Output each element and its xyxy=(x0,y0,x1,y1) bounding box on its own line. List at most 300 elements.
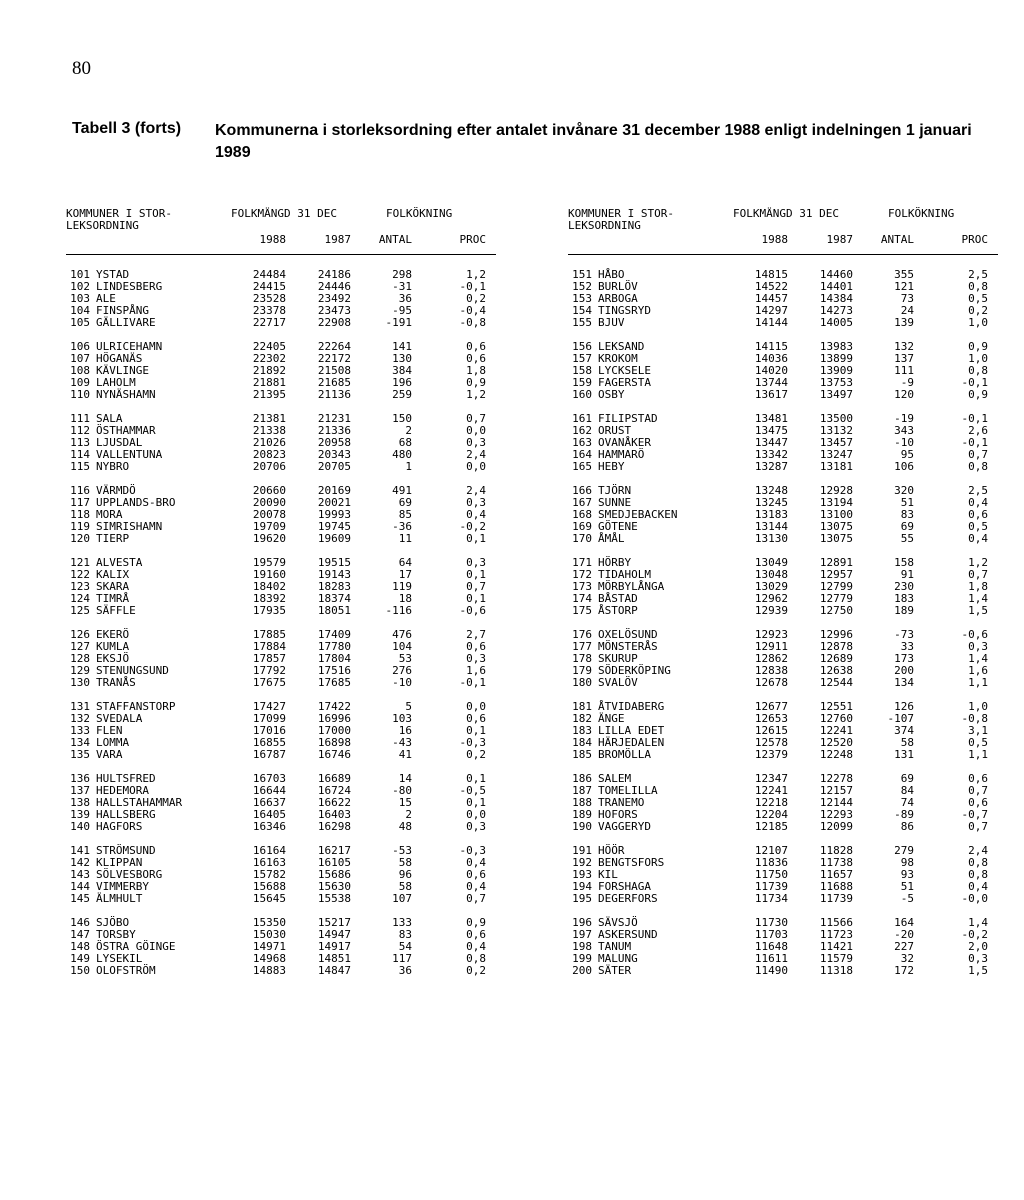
population-1987: 21685 xyxy=(317,376,351,389)
population-1987: 12878 xyxy=(819,640,853,653)
municipality-name: TIMRÅ xyxy=(96,592,130,605)
population-1988: 14883 xyxy=(252,964,286,977)
population-1988: 23528 xyxy=(252,292,286,305)
increase-percent: 1,2 xyxy=(466,268,486,281)
population-1988: 16405 xyxy=(252,808,286,821)
increase-percent: 1,4 xyxy=(968,652,988,665)
increase-count: 83 xyxy=(398,928,412,941)
municipality-name: ÄNGE xyxy=(598,712,625,725)
municipality-name: KLIPPAN xyxy=(96,856,143,869)
population-1988: 12923 xyxy=(754,628,788,641)
municipality-name: VARA xyxy=(96,748,123,761)
municipality-name: SALA xyxy=(96,412,123,425)
population-1988: 12204 xyxy=(754,808,788,821)
increase-percent: 0,2 xyxy=(466,964,486,977)
page-number: 80 xyxy=(72,58,91,79)
increase-percent: -0,1 xyxy=(459,280,486,293)
population-1987: 11566 xyxy=(819,916,853,929)
rank: 112 xyxy=(70,424,90,437)
increase-percent: 1,2 xyxy=(466,388,486,401)
increase-count: 41 xyxy=(398,748,412,761)
rank: 160 xyxy=(572,388,592,401)
increase-count: 15 xyxy=(398,796,412,809)
population-1988: 20706 xyxy=(252,460,286,473)
increase-percent: 0,4 xyxy=(466,940,486,953)
increase-count: 96 xyxy=(398,868,412,881)
population-1988: 14971 xyxy=(252,940,286,953)
population-1987: 22908 xyxy=(317,316,351,329)
increase-count: 230 xyxy=(894,580,914,593)
increase-count: 384 xyxy=(392,364,412,377)
municipality-name: OVANÅKER xyxy=(598,436,651,449)
population-1987: 21508 xyxy=(317,364,351,377)
population-1987: 16105 xyxy=(317,856,351,869)
rank: 145 xyxy=(70,892,90,905)
population-1987: 16689 xyxy=(317,772,351,785)
rank: 114 xyxy=(70,448,90,461)
population-1988: 22302 xyxy=(252,352,286,365)
rank: 195 xyxy=(572,892,592,905)
table-row xyxy=(568,461,998,473)
municipality-name: ÅMÅL xyxy=(598,532,625,545)
municipality-name: TORSBY xyxy=(96,928,136,941)
rank: 142 xyxy=(70,856,90,869)
increase-count: 17 xyxy=(398,568,412,581)
municipality-name: HÖGANÄS xyxy=(96,352,143,365)
population-1988: 17099 xyxy=(252,712,286,725)
population-1988: 12911 xyxy=(754,640,788,653)
rank: 164 xyxy=(572,448,592,461)
increase-percent: 0,7 xyxy=(968,568,988,581)
municipality-name: ÅTVIDABERG xyxy=(598,700,665,713)
rank: 155 xyxy=(572,316,592,329)
increase-count: 107 xyxy=(392,892,412,905)
increase-count: 54 xyxy=(398,940,412,953)
municipality-name: HALLSTAHAMMAR xyxy=(96,796,183,809)
population-1987: 20021 xyxy=(317,496,351,509)
population-1988: 14815 xyxy=(754,268,788,281)
population-1987: 18051 xyxy=(317,604,351,617)
municipality-name: HÄRJEDALEN xyxy=(598,736,665,749)
table-row xyxy=(66,749,496,761)
rank: 115 xyxy=(70,460,90,473)
increase-count: 120 xyxy=(894,388,914,401)
increase-count: 51 xyxy=(900,880,914,893)
increase-percent: -0,3 xyxy=(459,736,486,749)
increase-count: 1 xyxy=(405,460,412,473)
rank: 173 xyxy=(572,580,592,593)
rank: 125 xyxy=(70,604,90,617)
rank: 182 xyxy=(572,712,592,725)
rank: 166 xyxy=(572,484,592,497)
rank: 152 xyxy=(572,280,592,293)
row-group xyxy=(66,557,496,617)
increase-percent: 0,7 xyxy=(968,448,988,461)
table-row xyxy=(568,317,998,329)
increase-percent: 0,4 xyxy=(968,496,988,509)
rank: 135 xyxy=(70,748,90,761)
table-row xyxy=(568,749,998,761)
increase-count: 121 xyxy=(894,280,914,293)
municipality-name: FORSHAGA xyxy=(598,880,651,893)
population-1988: 12578 xyxy=(754,736,788,749)
header-folkokning: FOLKÖKNING xyxy=(386,207,453,220)
row-group xyxy=(66,485,496,545)
population-1988: 21881 xyxy=(252,376,286,389)
population-1988: 15688 xyxy=(252,880,286,893)
municipality-name: SÄTER xyxy=(598,964,632,977)
population-1988: 12218 xyxy=(754,796,788,809)
rank: 143 xyxy=(70,868,90,881)
increase-percent: 2,5 xyxy=(968,484,988,497)
municipality-name: KUMLA xyxy=(96,640,130,653)
population-1987: 13075 xyxy=(819,532,853,545)
increase-count: 74 xyxy=(900,796,914,809)
increase-percent: -0,7 xyxy=(961,808,988,821)
increase-percent: 3,1 xyxy=(968,724,988,737)
rank: 163 xyxy=(572,436,592,449)
population-1988: 17792 xyxy=(252,664,286,677)
increase-count: 133 xyxy=(392,916,412,929)
population-1988: 18392 xyxy=(252,592,286,605)
population-1988: 15030 xyxy=(252,928,286,941)
increase-count: 126 xyxy=(894,700,914,713)
population-1988: 17675 xyxy=(252,676,286,689)
increase-percent: 0,0 xyxy=(466,808,486,821)
population-1987: 13899 xyxy=(819,352,853,365)
increase-count: 85 xyxy=(398,508,412,521)
population-1988: 20090 xyxy=(252,496,286,509)
population-1988: 11648 xyxy=(754,940,788,953)
increase-count: 130 xyxy=(392,352,412,365)
rank: 123 xyxy=(70,580,90,593)
increase-percent: -0,5 xyxy=(459,784,486,797)
rank: 170 xyxy=(572,532,592,545)
population-1988: 19160 xyxy=(252,568,286,581)
increase-percent: 0,6 xyxy=(466,928,486,941)
rank: 184 xyxy=(572,736,592,749)
rank: 111 xyxy=(70,412,90,425)
population-1988: 14115 xyxy=(754,340,788,353)
rank: 137 xyxy=(70,784,90,797)
increase-percent: 0,3 xyxy=(466,652,486,665)
increase-count: 58 xyxy=(398,880,412,893)
population-1988: 11750 xyxy=(754,868,788,881)
population-1988: 13481 xyxy=(754,412,788,425)
municipality-name: DEGERFORS xyxy=(598,892,658,905)
municipality-name: YSTAD xyxy=(96,268,130,281)
population-1987: 19609 xyxy=(317,532,351,545)
municipality-name: GÖTENE xyxy=(598,520,638,533)
population-1988: 12962 xyxy=(754,592,788,605)
population-1988: 17857 xyxy=(252,652,286,665)
rank: 149 xyxy=(70,952,90,965)
rank: 141 xyxy=(70,844,90,857)
rank: 140 xyxy=(70,820,90,833)
municipality-name: HÖÖR xyxy=(598,844,625,857)
rank: 103 xyxy=(70,292,90,305)
rank: 101 xyxy=(70,268,90,281)
population-1987: 14851 xyxy=(317,952,351,965)
increase-count: 141 xyxy=(392,340,412,353)
increase-count: 480 xyxy=(392,448,412,461)
increase-percent: 0,8 xyxy=(968,364,988,377)
municipality-name: SÖLVESBORG xyxy=(96,868,163,881)
population-1987: 23473 xyxy=(317,304,351,317)
municipality-name: NYNÄSHAMN xyxy=(96,388,156,401)
increase-percent: 0,2 xyxy=(968,304,988,317)
population-1987: 23492 xyxy=(317,292,351,305)
increase-count: 131 xyxy=(894,748,914,761)
population-1987: 11579 xyxy=(819,952,853,965)
municipality-name: SÄFFLE xyxy=(96,604,136,617)
increase-percent: 0,4 xyxy=(466,856,486,869)
population-1987: 13500 xyxy=(819,412,853,425)
population-1987: 13247 xyxy=(819,448,853,461)
increase-percent: 0,1 xyxy=(466,724,486,737)
municipality-name: SÄVSJÖ xyxy=(598,916,638,929)
population-1987: 15630 xyxy=(317,880,351,893)
rank: 183 xyxy=(572,724,592,737)
rank: 200 xyxy=(572,964,592,977)
increase-percent: 0,0 xyxy=(466,460,486,473)
increase-count: 117 xyxy=(392,952,412,965)
increase-percent: -0,2 xyxy=(961,928,988,941)
increase-percent: 0,3 xyxy=(968,640,988,653)
increase-count: 139 xyxy=(894,316,914,329)
table-title: Kommunerna i storleksordning efter antalet invånare 31 december 1988 enligt indelningen 1 januari 1989 xyxy=(215,122,972,161)
row-group xyxy=(66,413,496,473)
increase-percent: 0,2 xyxy=(466,292,486,305)
population-1988: 14522 xyxy=(754,280,788,293)
increase-count: 374 xyxy=(894,724,914,737)
increase-percent: 1,1 xyxy=(968,748,988,761)
municipality-name: STAFFANSTORP xyxy=(96,700,176,713)
population-1987: 24186 xyxy=(317,268,351,281)
table-row xyxy=(568,605,998,617)
population-1987: 16622 xyxy=(317,796,351,809)
increase-percent: 0,7 xyxy=(466,580,486,593)
increase-percent: 0,6 xyxy=(466,712,486,725)
population-1987: 16724 xyxy=(317,784,351,797)
header-kommuner: KOMMUNER I STOR- LEKSORDNING xyxy=(568,207,674,232)
population-1988: 18402 xyxy=(252,580,286,593)
increase-count: 69 xyxy=(900,772,914,785)
increase-percent: 0,7 xyxy=(968,784,988,797)
increase-count: 103 xyxy=(392,712,412,725)
population-1987: 20343 xyxy=(317,448,351,461)
population-1988: 21892 xyxy=(252,364,286,377)
municipality-name: MÖRBYLÅNGA xyxy=(598,580,665,593)
population-1987: 14947 xyxy=(317,928,351,941)
population-1988: 21381 xyxy=(252,412,286,425)
municipality-name: TOMELILLA xyxy=(598,784,658,797)
population-1987: 13457 xyxy=(819,436,853,449)
population-1987: 12799 xyxy=(819,580,853,593)
municipality-name: LJUSDAL xyxy=(96,436,143,449)
table-row xyxy=(66,893,496,905)
increase-count: 58 xyxy=(900,736,914,749)
rank: 117 xyxy=(70,496,90,509)
population-1987: 18283 xyxy=(317,580,351,593)
increase-count: 355 xyxy=(894,268,914,281)
rank: 180 xyxy=(572,676,592,689)
population-1987: 17804 xyxy=(317,652,351,665)
population-1987: 19515 xyxy=(317,556,351,569)
rank: 113 xyxy=(70,436,90,449)
population-1987: 13753 xyxy=(819,376,853,389)
municipality-name: ARBOGA xyxy=(598,292,638,305)
population-1987: 11738 xyxy=(819,856,853,869)
increase-count: 111 xyxy=(894,364,914,377)
increase-count: 2 xyxy=(405,424,412,437)
increase-percent: 1,6 xyxy=(968,664,988,677)
municipality-name: SÖDERKÖPING xyxy=(598,664,671,677)
header-1988: 1988 xyxy=(761,233,788,246)
population-1987: 18374 xyxy=(317,592,351,605)
population-1988: 12838 xyxy=(754,664,788,677)
increase-count: -31 xyxy=(392,280,412,293)
population-1987: 11318 xyxy=(819,964,853,977)
increase-percent: 0,5 xyxy=(968,520,988,533)
rank: 116 xyxy=(70,484,90,497)
header-folkmangd: FOLKMÄNGD 31 DEC xyxy=(733,207,839,220)
increase-percent: 1,5 xyxy=(968,604,988,617)
rank: 171 xyxy=(572,556,592,569)
municipality-name: EKSJÖ xyxy=(96,652,130,665)
header-1987: 1987 xyxy=(826,233,853,246)
population-1987: 13132 xyxy=(819,424,853,437)
rank: 148 xyxy=(70,940,90,953)
population-1987: 12278 xyxy=(819,772,853,785)
increase-count: 276 xyxy=(392,664,412,677)
table-row xyxy=(66,389,496,401)
row-group xyxy=(568,845,998,905)
population-1988: 24415 xyxy=(252,280,286,293)
table-row xyxy=(568,893,998,905)
increase-percent: -0,0 xyxy=(961,892,988,905)
increase-percent: 2,7 xyxy=(466,628,486,641)
increase-count: 55 xyxy=(900,532,914,545)
table-row xyxy=(568,389,998,401)
rank: 104 xyxy=(70,304,90,317)
population-1987: 15686 xyxy=(317,868,351,881)
municipality-name: VÄRMDÖ xyxy=(96,484,136,497)
rank: 122 xyxy=(70,568,90,581)
increase-percent: 0,4 xyxy=(968,880,988,893)
increase-percent: 1,0 xyxy=(968,700,988,713)
increase-percent: 0,6 xyxy=(466,868,486,881)
population-1988: 13342 xyxy=(754,448,788,461)
header-folkmangd: FOLKMÄNGD 31 DEC xyxy=(231,207,337,220)
population-1987: 11688 xyxy=(819,880,853,893)
table-row xyxy=(568,821,998,833)
increase-percent: 1,6 xyxy=(466,664,486,677)
population-1988: 23378 xyxy=(252,304,286,317)
population-1987: 16298 xyxy=(317,820,351,833)
population-1987: 20705 xyxy=(317,460,351,473)
municipality-name: STENUNGSUND xyxy=(96,664,169,677)
municipality-name: TIDAHOLM xyxy=(598,568,651,581)
table-row xyxy=(568,965,998,977)
header-antal: ANTAL xyxy=(880,233,914,246)
population-1987: 12144 xyxy=(819,796,853,809)
increase-percent: 0,1 xyxy=(466,532,486,545)
population-1988: 13144 xyxy=(754,520,788,533)
population-1988: 12241 xyxy=(754,784,788,797)
increase-percent: 0,3 xyxy=(466,820,486,833)
population-1987: 22172 xyxy=(317,352,351,365)
rank: 159 xyxy=(572,376,592,389)
rank: 189 xyxy=(572,808,592,821)
municipality-name: VAGGERYD xyxy=(598,820,651,833)
municipality-name: TJÖRN xyxy=(598,484,632,497)
rank: 194 xyxy=(572,880,592,893)
population-1987: 16217 xyxy=(317,844,351,857)
population-1988: 16703 xyxy=(252,772,286,785)
increase-percent: 0,7 xyxy=(466,412,486,425)
increase-percent: 0,1 xyxy=(466,772,486,785)
population-1987: 12750 xyxy=(819,604,853,617)
municipality-name: OSBY xyxy=(598,388,625,401)
population-1988: 11611 xyxy=(754,952,788,965)
increase-count: 36 xyxy=(398,964,412,977)
municipality-name: ASKERSUND xyxy=(598,928,658,941)
increase-percent: 0,6 xyxy=(968,796,988,809)
increase-percent: -0,2 xyxy=(459,520,486,533)
rank: 108 xyxy=(70,364,90,377)
increase-count: 189 xyxy=(894,604,914,617)
rank: 175 xyxy=(572,604,592,617)
increase-percent: 0,8 xyxy=(466,952,486,965)
increase-count: 164 xyxy=(894,916,914,929)
increase-percent: 2,4 xyxy=(466,484,486,497)
rank: 185 xyxy=(572,748,592,761)
table-row xyxy=(568,533,998,545)
population-1988: 13049 xyxy=(754,556,788,569)
population-1988: 16163 xyxy=(252,856,286,869)
increase-percent: 0,1 xyxy=(466,568,486,581)
table-row xyxy=(66,821,496,833)
population-1988: 13029 xyxy=(754,580,788,593)
population-1988: 21395 xyxy=(252,388,286,401)
population-1987: 11657 xyxy=(819,868,853,881)
population-1987: 14005 xyxy=(819,316,853,329)
rank: 102 xyxy=(70,280,90,293)
increase-count: -73 xyxy=(894,628,914,641)
increase-percent: 0,3 xyxy=(466,496,486,509)
population-1987: 14847 xyxy=(317,964,351,977)
rank: 162 xyxy=(572,424,592,437)
population-1988: 14144 xyxy=(754,316,788,329)
table-row xyxy=(66,533,496,545)
population-1988: 20823 xyxy=(252,448,286,461)
increase-percent: -0,8 xyxy=(961,712,988,725)
increase-percent: 0,9 xyxy=(968,340,988,353)
increase-percent: 0,7 xyxy=(968,820,988,833)
municipality-name: FLEN xyxy=(96,724,123,737)
municipality-name: LOMMA xyxy=(96,736,130,749)
increase-percent: -0,4 xyxy=(459,304,486,317)
population-1987: 11421 xyxy=(819,940,853,953)
rank: 158 xyxy=(572,364,592,377)
population-1987: 12157 xyxy=(819,784,853,797)
population-1987: 13181 xyxy=(819,460,853,473)
rank: 176 xyxy=(572,628,592,641)
increase-count: 48 xyxy=(398,820,412,833)
rank: 154 xyxy=(572,304,592,317)
increase-count: -5 xyxy=(900,892,914,905)
